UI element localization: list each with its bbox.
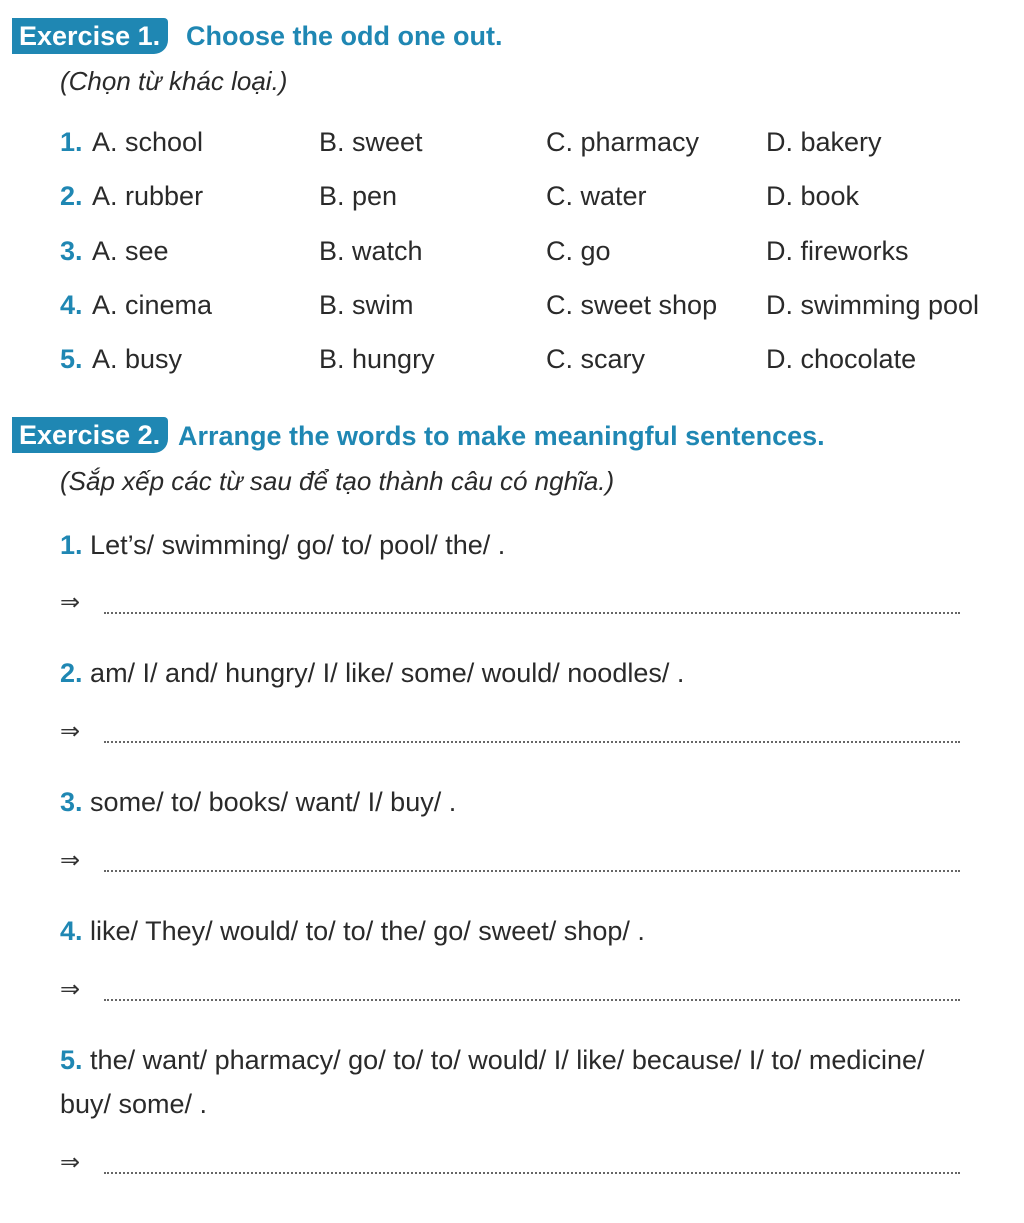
sentence-words: am/ I/ and/ hungry/ I/ like/ some/ would/ noodles/ . — [90, 658, 685, 688]
option-c: C. sweet shop — [546, 290, 718, 320]
option-d: D. fireworks — [766, 236, 909, 266]
dotted-answer-blank[interactable] — [104, 1172, 960, 1174]
sentence-item-5 — [60, 1038, 960, 1126]
option-b: B. hungry — [319, 344, 435, 374]
option-b: B. swim — [319, 290, 414, 320]
option-a: A. busy — [92, 344, 183, 374]
sentence-number: 5. — [60, 1045, 83, 1075]
answer-line-5[interactable] — [60, 1148, 960, 1178]
option-a: A. school — [92, 127, 204, 157]
option-c: C. scary — [546, 344, 646, 374]
arrow-icon: ⇒ — [60, 847, 81, 874]
option-b: B. sweet — [319, 127, 423, 157]
question-row-2 — [60, 178, 1020, 214]
sentence-words: Let’s/ swimming/ go/ to/ pool/ the/ . — [90, 530, 506, 560]
arrow-icon: ⇒ — [60, 976, 81, 1003]
option-d: D. bakery — [766, 127, 882, 157]
exercise-2-badge: Exercise 2. — [12, 417, 168, 453]
option-b: B. watch — [319, 236, 423, 266]
option-d: D. swimming pool — [766, 290, 980, 320]
dotted-answer-blank[interactable] — [104, 999, 960, 1001]
question-number: 1. — [60, 127, 83, 157]
question-row-3 — [60, 233, 1020, 269]
arrow-icon: ⇒ — [60, 589, 81, 616]
answer-line-2[interactable] — [60, 717, 960, 747]
answer-line-4[interactable] — [60, 975, 960, 1005]
option-a: A. cinema — [92, 290, 213, 320]
question-row-5 — [60, 341, 1020, 377]
question-number: 3. — [60, 236, 83, 266]
arrow-icon: ⇒ — [60, 1149, 81, 1176]
sentence-item-4 — [60, 909, 960, 953]
question-number: 4. — [60, 290, 83, 320]
exercise-1-badge: Exercise 1. — [12, 18, 168, 54]
sentence-words: some/ to/ books/ want/ I/ buy/ . — [90, 787, 457, 817]
sentence-words: like/ They/ would/ to/ to/ the/ go/ sweet/ shop/ . — [90, 916, 645, 946]
question-row-1 — [60, 124, 1020, 160]
sentence-number: 4. — [60, 916, 83, 946]
option-c: C. go — [546, 236, 611, 266]
sentence-item-3 — [60, 780, 960, 824]
question-number: 2. — [60, 181, 83, 211]
option-d: D. book — [766, 181, 860, 211]
option-c: C. pharmacy — [546, 127, 700, 157]
sentence-number: 2. — [60, 658, 83, 688]
option-b: B. pen — [319, 181, 398, 211]
option-c: C. water — [546, 181, 647, 211]
answer-line-1[interactable] — [60, 588, 960, 618]
option-a: A. see — [92, 236, 169, 266]
sentence-number: 1. — [60, 530, 83, 560]
question-number: 5. — [60, 344, 83, 374]
arrow-icon: ⇒ — [60, 718, 81, 745]
sentence-item-2 — [60, 651, 960, 695]
sentence-number: 3. — [60, 787, 83, 817]
exercise-1-title: Choose the odd one out. — [186, 21, 503, 51]
option-a: A. rubber — [92, 181, 204, 211]
question-row-4 — [60, 287, 1020, 323]
dotted-answer-blank[interactable] — [104, 870, 960, 872]
exercise-2-subtitle: (Sắp xếp các từ sau để tạo thành câu có nghĩa.) — [60, 466, 615, 496]
exercise-2-title: Arrange the words to make meaningful sentences. — [178, 421, 825, 451]
answer-line-3[interactable] — [60, 846, 960, 876]
sentence-words: the/ want/ pharmacy/ go/ to/ to/ would/ I/ like/ because/ I/ to/ medicine/ buy/ some/ . — [60, 1045, 925, 1119]
dotted-answer-blank[interactable] — [104, 741, 960, 743]
option-d: D. chocolate — [766, 344, 917, 374]
dotted-answer-blank[interactable] — [104, 612, 960, 614]
exercise-1-subtitle: (Chọn từ khác loại.) — [60, 66, 288, 96]
sentence-item-1 — [60, 523, 960, 567]
